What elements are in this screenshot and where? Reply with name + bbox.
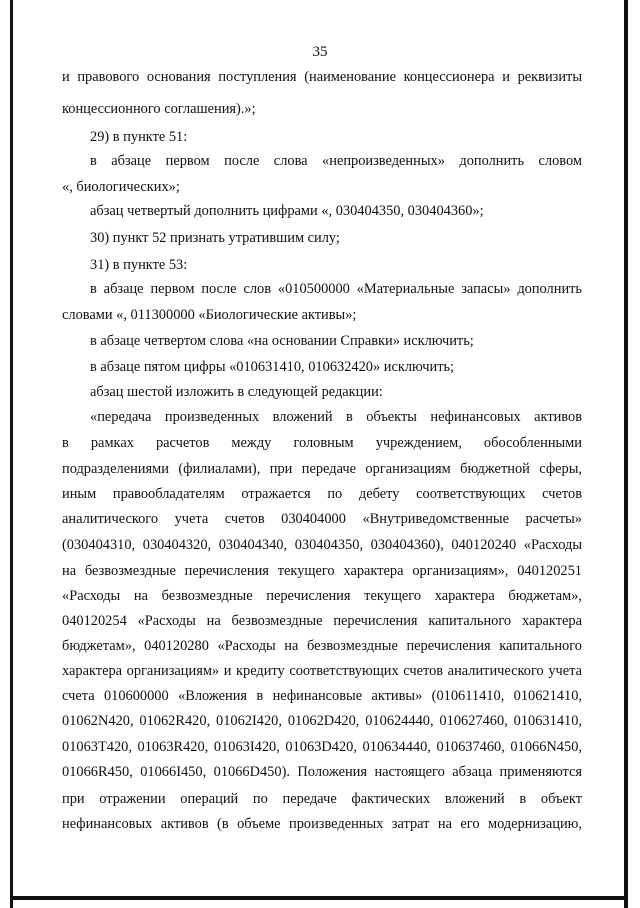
text-line: 31) в пункте 53: bbox=[90, 257, 188, 273]
text-line: и правового основания поступления (наименование концессионера и реквизиты bbox=[62, 69, 582, 85]
text-line: концессионного соглашения).»; bbox=[62, 101, 256, 117]
text-line: 01062N420, 01062R420, 01062I420, 01062D420, 010624440, 010627460, 010631410, bbox=[62, 713, 582, 729]
text-line: 30) пункт 52 признать утратившим силу; bbox=[90, 230, 340, 246]
text-line: в абзаце четвертом слова «на основании Справки» исключить; bbox=[90, 333, 474, 349]
text-line: «Расходы на безвозмездные перечисления текущего характера бюджетам», bbox=[62, 588, 582, 604]
text-line: «передача произведенных вложений в объекты нефинансовых активов bbox=[90, 409, 582, 425]
text-line: абзац шестой изложить в следующей редакции: bbox=[90, 384, 383, 400]
text-line: при отражении операций по передаче фактических вложений в объект bbox=[62, 791, 582, 807]
text-line: счета 010600000 «Вложения в нефинансовые активы» (010611410, 010621410, bbox=[62, 688, 582, 704]
text-line: бюджетам», 040120280 «Расходы на безвозмездные перечисления капитального bbox=[62, 638, 582, 654]
text-line: на безвозмездные перечисления текущего характера организациям», 040120251 bbox=[62, 563, 582, 579]
page-number: 35 bbox=[312, 44, 328, 60]
text-line: абзац четвертый дополнить цифрами «, 030404350, 030404360»; bbox=[90, 203, 484, 219]
scan-edge-left bbox=[10, 0, 13, 908]
text-line: в абзаце первом после слова «непроизведенных» дополнить словом bbox=[90, 153, 582, 169]
text-line: аналитического учета счетов 030404000 «Внутриведомственные расчеты» bbox=[62, 511, 582, 527]
scan-edge-right bbox=[624, 0, 628, 908]
text-line: словами «, 011300000 «Биологические активы»; bbox=[62, 307, 357, 323]
text-line: подразделениями (филиалами), при передаче организациям бюджетной сферы, bbox=[62, 461, 582, 477]
text-line: 29) в пункте 51: bbox=[90, 129, 188, 145]
text-line: в абзаце первом после слов «010500000 «Материальные запасы» дополнить bbox=[90, 281, 582, 297]
text-line: (030404310, 030404320, 030404340, 030404350, 030404360), 040120240 «Расходы bbox=[62, 537, 582, 553]
text-line: в абзаце пятом цифры «010631410, 010632420» исключить; bbox=[90, 359, 455, 375]
text-line: 01066R450, 01066I450, 01066D450). Положения настоящего абзаца применяются bbox=[62, 764, 582, 780]
text-line: «, биологических»; bbox=[62, 179, 180, 195]
text-line: 040120254 «Расходы на безвозмездные перечисления капитального характера bbox=[62, 613, 582, 629]
text-line: в рамках расчетов между головным учреждением, обособленными bbox=[62, 435, 582, 451]
text-line: иным правообладателям отражается по дебету соответствующих счетов bbox=[62, 486, 582, 502]
text-line: характера организациям» и кредиту соответствующих счетов аналитического учета bbox=[62, 663, 582, 679]
scan-edge-bottom bbox=[10, 896, 628, 900]
text-line: 01063T420, 01063R420, 01063I420, 01063D420, 010634440, 010637460, 01066N450, bbox=[62, 739, 582, 755]
text-line: нефинансовых активов (в объеме произведенных затрат на его модернизацию, bbox=[62, 816, 582, 832]
